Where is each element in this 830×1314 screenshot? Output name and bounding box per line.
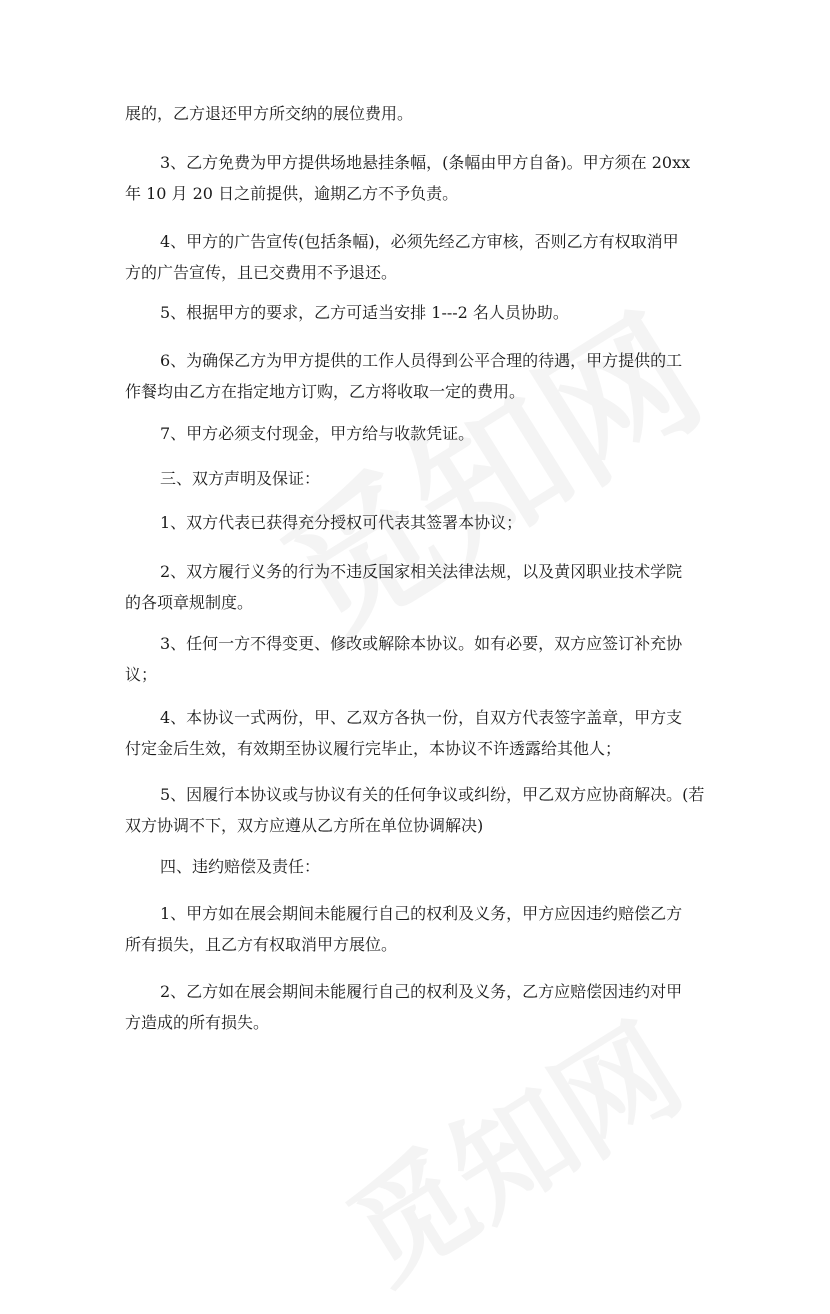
text-line: 1、双方代表已获得充分授权可代表其签署本协议； (160, 513, 523, 532)
text-line: 2、双方履行义务的行为不违反国家相关法律法规，以及黄冈职业技术学院 (160, 562, 683, 581)
section-heading (125, 463, 713, 494)
text-line: 展的，乙方退还甲方所交纳的展位费用。 (125, 104, 414, 123)
text-line: 议； (125, 665, 158, 684)
text-line: 4、本协议一式两份，甲、乙双方各执一份，自双方代表签字盖章，甲方支 (160, 708, 683, 727)
text-line: 5、根据甲方的要求，乙方可适当安排 1---2 名人员协助。 (160, 303, 569, 322)
text-line: 5、因履行本协议或与协议有关的任何争议或纠纷，甲乙双方应协商解决。(若 (160, 785, 705, 804)
paragraph (125, 779, 713, 841)
text-line: 2、乙方如在展会期间未能履行自己的权利及义务，乙方应赔偿因违约对甲 (160, 982, 683, 1001)
paragraph (125, 297, 713, 328)
paragraph (125, 226, 713, 288)
text-line: 方的广告宣传，且已交费用不予退还。 (125, 263, 398, 282)
text-line: 的各项章规制度。 (125, 593, 254, 612)
text-line: 双方协调不下，双方应遵从乙方所在单位协调解决) (125, 816, 484, 835)
text-line: 四、违约赔偿及责任： (160, 857, 321, 876)
text-line: 所有损失，且乙方有权取消甲方展位。 (125, 935, 398, 954)
text-line: 方造成的所有损失。 (125, 1013, 270, 1032)
text-line: 作餐均由乙方在指定地方订购，乙方将收取一定的费用。 (125, 382, 526, 401)
text-line: 付定金后生效，有效期至协议履行完毕止，本协议不许透露给其他人； (125, 739, 622, 758)
text-line: 年 10 月 20 日之前提供，逾期乙方不予负责。 (125, 184, 459, 203)
paragraph (125, 345, 713, 407)
text-line: 三、双方声明及保证： (160, 469, 321, 488)
text-line: 7、甲方必须支付现金，甲方给与收款凭证。 (160, 424, 475, 443)
text-line: 1、甲方如在展会期间未能履行自己的权利及义务，甲方应因违约赔偿乙方 (160, 904, 683, 923)
text-line: 3、任何一方不得变更、修改或解除本协议。如有必要，双方应签订补充协 (160, 634, 683, 653)
paragraph (125, 628, 713, 690)
paragraph (125, 147, 713, 209)
text-line: 6、为确保乙方为甲方提供的工作人员得到公平合理的待遇，甲方提供的工 (160, 351, 683, 370)
paragraph (125, 98, 713, 129)
text-line: 3、乙方免费为甲方提供场地悬挂条幅，(条幅由甲方自备)。甲方须在 20xx (160, 153, 691, 172)
paragraph (125, 507, 713, 538)
paragraph (125, 702, 713, 764)
paragraph (125, 976, 713, 1038)
paragraph (125, 556, 713, 618)
paragraph (125, 418, 713, 449)
section-heading (125, 851, 713, 882)
paragraph (125, 898, 713, 960)
text-line: 4、甲方的广告宣传(包括条幅)，必须先经乙方审核，否则乙方有权取消甲 (160, 232, 679, 251)
